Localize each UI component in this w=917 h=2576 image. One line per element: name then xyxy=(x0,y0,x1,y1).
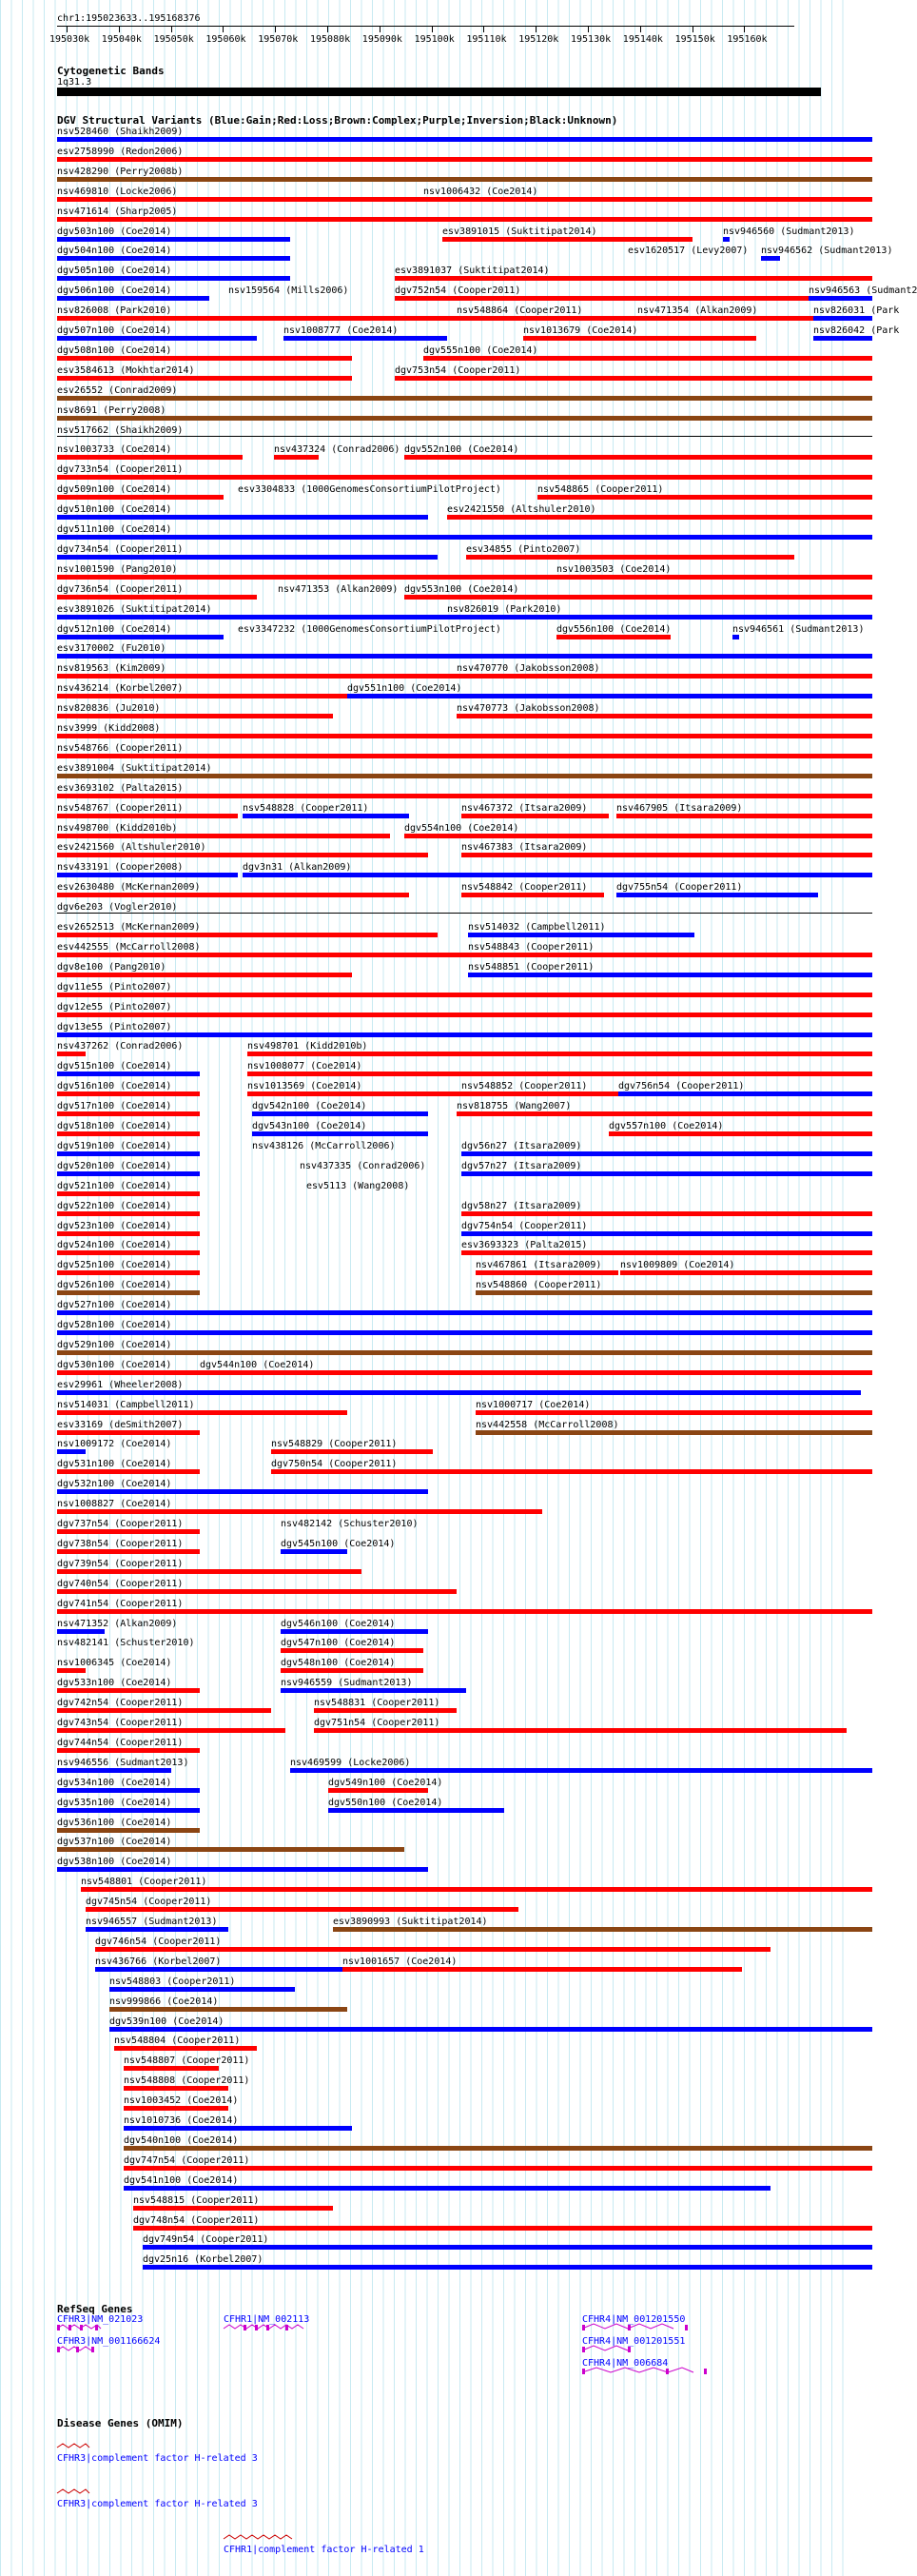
variant-label[interactable]: nsv548808 (Cooper2011) xyxy=(124,2075,250,2087)
variant-label[interactable]: nsv1013679 (Coe2014) xyxy=(523,325,638,336)
variant-label[interactable]: dgv517n100 (Coe2014) xyxy=(57,1101,172,1112)
variant-label[interactable]: dgv756n54 (Cooper2011) xyxy=(618,1081,745,1092)
variant-label[interactable]: nsv467383 (Itsara2009) xyxy=(461,842,588,854)
variant-label[interactable]: nsv548815 (Cooper2011) xyxy=(133,2194,260,2206)
variant-label[interactable]: nsv826019 (Park2010) xyxy=(447,603,562,615)
variant-label[interactable]: dgv552n100 (Coe2014) xyxy=(404,444,519,456)
variant-label[interactable]: dgv748n54 (Cooper2011) xyxy=(133,2214,260,2226)
variant-label[interactable]: nsv820836 (Ju2010) xyxy=(57,703,161,715)
variant-label[interactable]: nsv548803 (Cooper2011) xyxy=(109,1976,236,1987)
variant-label[interactable]: nsv3999 (Kidd2008) xyxy=(57,723,161,734)
variant-label[interactable]: nsv548851 (Cooper2011) xyxy=(468,961,595,973)
variant-label[interactable]: esv3891004 (Suktitipat2014) xyxy=(57,762,212,774)
ruler-tick-label: 195040k xyxy=(101,34,142,45)
variant-label[interactable]: dgv12e55 (Pinto2007) xyxy=(57,1001,172,1013)
variant-label[interactable]: dgv754n54 (Cooper2011) xyxy=(461,1220,588,1231)
variant-label[interactable]: nsv1008077 (Coe2014) xyxy=(247,1061,362,1072)
ruler-tick-label: 195160k xyxy=(727,34,768,45)
variant-label[interactable]: dgv523n100 (Coe2014) xyxy=(57,1220,172,1231)
variant-label[interactable]: dgv747n54 (Cooper2011) xyxy=(124,2154,250,2166)
variant-label[interactable]: nsv1010736 (Coe2014) xyxy=(124,2115,239,2126)
variant-label[interactable]: dgv744n54 (Cooper2011) xyxy=(57,1737,184,1748)
ruler-tick-label: 195050k xyxy=(153,34,194,45)
variant-label[interactable]: nsv548766 (Cooper2011) xyxy=(57,742,184,754)
variant-label[interactable]: nsv428290 (Perry2008b) xyxy=(57,166,184,177)
variant-label[interactable]: dgv516n100 (Coe2014) xyxy=(57,1081,172,1092)
variant-label[interactable]: nsv470770 (Jakobsson2008) xyxy=(457,663,600,675)
disease-gene-label[interactable]: CFHR1|complement factor H-related 1 xyxy=(224,2545,424,2555)
variant-label[interactable]: esv2421550 (Altshuler2010) xyxy=(447,504,596,516)
variant-label[interactable]: dgv522n100 (Coe2014) xyxy=(57,1200,172,1211)
variant-label[interactable]: nsv1003503 (Coe2014) xyxy=(556,563,672,575)
variant-label[interactable]: nsv946562 (Sudmant2013) xyxy=(761,246,893,257)
variant-label[interactable]: nsv548842 (Cooper2011) xyxy=(461,882,588,894)
variant-label[interactable]: dgv25n16 (Korbel2007) xyxy=(143,2254,263,2266)
variant-label[interactable]: dgv535n100 (Coe2014) xyxy=(57,1797,172,1808)
variant-label[interactable]: nsv1006345 (Coe2014) xyxy=(57,1658,172,1669)
variant-label[interactable]: nsv1006432 (Coe2014) xyxy=(423,186,538,197)
variant-label[interactable]: dgv526n100 (Coe2014) xyxy=(57,1280,172,1291)
variant-label[interactable]: nsv548828 (Cooper2011) xyxy=(243,802,369,814)
variant-label[interactable]: nsv1003452 (Coe2014) xyxy=(124,2095,239,2107)
variant-label[interactable]: nsv548860 (Cooper2011) xyxy=(476,1280,602,1291)
variant-label[interactable]: nsv548801 (Cooper2011) xyxy=(81,1877,207,1888)
variant-label[interactable]: dgv734n54 (Cooper2011) xyxy=(57,543,184,555)
variant-label[interactable]: dgv551n100 (Coe2014) xyxy=(347,683,462,695)
variant-label[interactable]: nsv469599 (Locke2006) xyxy=(290,1757,411,1768)
variant-label[interactable]: dgv512n100 (Coe2014) xyxy=(57,623,172,635)
gene-label[interactable]: CFHR4|NM_001201551 xyxy=(582,2336,686,2347)
disease-gene-label[interactable]: CFHR3|complement factor H-related 3 xyxy=(57,2499,258,2509)
variant-label[interactable]: dgv505n100 (Coe2014) xyxy=(57,265,172,277)
variant-label[interactable]: dgv742n54 (Cooper2011) xyxy=(57,1698,184,1709)
variant-label[interactable]: dgv509n100 (Coe2014) xyxy=(57,484,172,496)
variant-label[interactable]: esv2630480 (McKernan2009) xyxy=(57,882,201,894)
variant-label[interactable]: nsv946561 (Sudmant2013) xyxy=(732,623,865,635)
variant-label[interactable]: dgv543n100 (Coe2014) xyxy=(252,1121,367,1131)
variant-label[interactable]: dgv750n54 (Cooper2011) xyxy=(271,1459,398,1470)
variant-label[interactable]: nsv548804 (Cooper2011) xyxy=(114,2035,241,2047)
variant-label[interactable]: nsv999866 (Coe2014) xyxy=(109,1996,219,2007)
variant-label[interactable]: dgv541n100 (Coe2014) xyxy=(124,2174,239,2186)
variant-label[interactable]: nsv826008 (Park2010) xyxy=(57,305,172,317)
variant-label[interactable]: nsv437262 (Conrad2006) xyxy=(57,1041,184,1052)
variant-label[interactable]: nsv1001657 (Coe2014) xyxy=(342,1956,458,1967)
variant-label[interactable]: dgv533n100 (Coe2014) xyxy=(57,1678,172,1689)
variant-label[interactable]: dgv537n100 (Coe2014) xyxy=(57,1837,172,1848)
variant-label[interactable]: dgv538n100 (Coe2014) xyxy=(57,1857,172,1868)
variant-label[interactable]: dgv548n100 (Coe2014) xyxy=(281,1658,396,1669)
variant-label[interactable]: nsv436214 (Korbel2007) xyxy=(57,683,184,695)
variant-label[interactable]: esv3891037 (Suktitipat2014) xyxy=(395,265,550,277)
variant-label[interactable]: dgv751n54 (Cooper2011) xyxy=(314,1718,440,1728)
variant-label[interactable]: esv5113 (Wang2008) xyxy=(306,1180,410,1191)
variant-label[interactable]: nsv548807 (Cooper2011) xyxy=(124,2055,250,2067)
variant-label[interactable]: nsv548864 (Cooper2011) xyxy=(457,305,583,317)
variant-label[interactable]: dgv13e55 (Pinto2007) xyxy=(57,1021,172,1032)
variant-label[interactable]: dgv58n27 (Itsara2009) xyxy=(461,1200,582,1211)
variant-label[interactable]: dgv733n54 (Cooper2011) xyxy=(57,464,184,476)
ruler-tick-label: 195120k xyxy=(518,34,559,45)
variant-label[interactable]: nsv1001590 (Pang2010) xyxy=(57,563,178,575)
variant-label[interactable]: dgv519n100 (Coe2014) xyxy=(57,1140,172,1151)
variant-label[interactable]: dgv520n100 (Coe2014) xyxy=(57,1160,172,1171)
variant-label[interactable]: esv2421560 (Altshuler2010) xyxy=(57,842,206,854)
variant-label[interactable]: dgv511n100 (Coe2014) xyxy=(57,524,172,535)
variant-label[interactable]: esv34855 (Pinto2007) xyxy=(466,543,581,555)
variant-label[interactable]: esv1620517 (Levy2007) xyxy=(628,246,749,257)
variant-label[interactable]: esv2758990 (Redon2006) xyxy=(57,146,184,157)
variant-label[interactable]: dgv518n100 (Coe2014) xyxy=(57,1121,172,1131)
ruler-tick-label: 195130k xyxy=(571,34,612,45)
gene-label[interactable]: CFHR3|NM_001166624 xyxy=(57,2336,161,2347)
variant-label[interactable]: nsv470773 (Jakobsson2008) xyxy=(457,703,600,715)
variant-label[interactable]: dgv546n100 (Coe2014) xyxy=(281,1618,396,1629)
ruler-tick-label: 195100k xyxy=(414,34,455,45)
omim-title: Disease Genes (OMIM) xyxy=(57,2417,184,2429)
gene-label[interactable]: CFHR4|NM_006684 xyxy=(582,2358,669,2369)
variant-label[interactable]: nsv467372 (Itsara2009) xyxy=(461,802,588,814)
variant-label[interactable]: dgv755n54 (Cooper2011) xyxy=(616,882,743,894)
variant-label[interactable]: nsv482141 (Schuster2010) xyxy=(57,1638,195,1649)
variant-label[interactable]: nsv1003733 (Coe2014) xyxy=(57,444,172,456)
ruler-tick-label: 195070k xyxy=(258,34,299,45)
variant-label[interactable]: nsv548829 (Cooper2011) xyxy=(271,1439,398,1450)
variant-label[interactable]: esv3693102 (Palta2015) xyxy=(57,782,184,794)
variant-label[interactable]: nsv946563 (Sudmant2 xyxy=(809,285,917,297)
variant-label[interactable]: nsv471354 (Alkan2009) xyxy=(637,305,758,317)
variant-label[interactable]: dgv3n31 (Alkan2009) xyxy=(243,862,352,874)
variant-label[interactable]: dgv528n100 (Coe2014) xyxy=(57,1320,172,1330)
variant-label[interactable]: nsv1013569 (Coe2014) xyxy=(247,1081,362,1092)
variant-label[interactable]: nsv1008827 (Coe2014) xyxy=(57,1499,172,1510)
variant-label[interactable]: dgv749n54 (Cooper2011) xyxy=(143,2234,269,2246)
variant-label[interactable]: dgv506n100 (Coe2014) xyxy=(57,285,172,297)
variant-label[interactable]: nsv528460 (Shaikh2009) xyxy=(57,127,184,137)
variant-label[interactable]: esv2652513 (McKernan2009) xyxy=(57,922,201,933)
variant-label[interactable]: nsv826031 (Park xyxy=(813,305,900,317)
variant-label[interactable]: nsv471614 (Sharp2005) xyxy=(57,206,178,217)
variant-label[interactable]: esv3584613 (Mokhtar2014) xyxy=(57,364,195,376)
variant-label[interactable]: dgv752n54 (Cooper2011) xyxy=(395,285,521,297)
variant-label[interactable]: nsv818755 (Wang2007) xyxy=(457,1101,572,1112)
variant-label[interactable]: dgv539n100 (Coe2014) xyxy=(109,2016,224,2027)
variant-label[interactable]: dgv542n100 (Coe2014) xyxy=(252,1101,367,1112)
variant-label[interactable]: nsv826042 (Park xyxy=(813,325,900,336)
variant-label[interactable]: esv26552 (Conrad2009) xyxy=(57,384,178,396)
variant-label[interactable]: dgv507n100 (Coe2014) xyxy=(57,325,172,336)
variant-label[interactable]: dgv532n100 (Coe2014) xyxy=(57,1479,172,1490)
coordinate-label: chr1:195023633..195168376 xyxy=(57,13,201,24)
refseq-title: RefSeq Genes xyxy=(57,2303,133,2315)
variant-label[interactable]: dgv515n100 (Coe2014) xyxy=(57,1061,172,1072)
ruler-tick-label: 195150k xyxy=(674,34,715,45)
variant-label[interactable]: dgv544n100 (Coe2014) xyxy=(200,1359,315,1370)
variant-label[interactable]: esv33169 (deSmith2007) xyxy=(57,1419,184,1430)
variant-label[interactable]: dgv557n100 (Coe2014) xyxy=(609,1121,724,1131)
variant-label[interactable]: nsv467905 (Itsara2009) xyxy=(616,802,743,814)
variant-label[interactable]: nsv437324 (Conrad2006) xyxy=(274,444,400,456)
variant-label[interactable]: nsv946557 (Sudmant2013) xyxy=(86,1917,218,1927)
variant-label[interactable]: nsv159564 (Mills2006) xyxy=(228,285,349,297)
variant-label[interactable]: esv3347232 (1000GenomesConsortiumPilotProject) xyxy=(238,623,501,635)
variant-label[interactable]: nsv548767 (Cooper2011) xyxy=(57,802,184,814)
variant-label[interactable]: dgv504n100 (Coe2014) xyxy=(57,246,172,257)
ruler-tick-label: 195030k xyxy=(49,34,90,45)
variant-label[interactable]: dgv527n100 (Coe2014) xyxy=(57,1300,172,1311)
variant-label[interactable]: dgv741n54 (Cooper2011) xyxy=(57,1598,184,1609)
variant-label[interactable]: dgv56n27 (Itsara2009) xyxy=(461,1140,582,1151)
variant-label[interactable]: esv3170002 (Fu2010) xyxy=(57,643,166,655)
variant-label[interactable]: dgv6e203 (Vogler2010) xyxy=(57,902,178,914)
ruler-tick-label: 195080k xyxy=(310,34,351,45)
variant-label[interactable]: nsv471353 (Alkan2009) xyxy=(278,583,399,595)
ruler-tick-label: 195110k xyxy=(466,34,507,45)
variant-label[interactable]: dgv534n100 (Coe2014) xyxy=(57,1777,172,1788)
variant-label[interactable]: dgv745n54 (Cooper2011) xyxy=(86,1897,212,1908)
variant-label[interactable]: dgv529n100 (Coe2014) xyxy=(57,1339,172,1350)
variant-label[interactable]: dgv743n54 (Cooper2011) xyxy=(57,1718,184,1728)
variant-label[interactable]: esv3304833 (1000GenomesConsortiumPilotProject) xyxy=(238,484,501,496)
variant-label[interactable]: dgv536n100 (Coe2014) xyxy=(57,1817,172,1828)
variant-label[interactable]: nsv482142 (Schuster2010) xyxy=(281,1519,419,1529)
variant-label[interactable]: esv442555 (McCarroll2008) xyxy=(57,941,201,953)
variant-label[interactable]: dgv510n100 (Coe2014) xyxy=(57,504,172,516)
variant-label[interactable]: dgv554n100 (Coe2014) xyxy=(404,822,519,834)
variant-label[interactable]: nsv514031 (Campbell2011) xyxy=(57,1399,195,1410)
variant-label[interactable]: nsv1008777 (Coe2014) xyxy=(283,325,399,336)
ruler-tick-label: 195090k xyxy=(361,34,402,45)
variant-label[interactable]: nsv436766 (Korbel2007) xyxy=(95,1956,222,1967)
dgv-title: DGV Structural Variants (Blue:Gain;Red:Loss;Brown:Complex;Purple;Inversion;Black:Unknown) xyxy=(57,114,618,127)
variant-label[interactable]: nsv1009809 (Coe2014) xyxy=(620,1260,735,1271)
variant-label[interactable]: esv3693323 (Palta2015) xyxy=(461,1240,588,1251)
variant-label[interactable]: dgv746n54 (Cooper2011) xyxy=(95,1936,222,1947)
variant-label[interactable]: dgv738n54 (Cooper2011) xyxy=(57,1538,184,1549)
variant-label[interactable]: dgv540n100 (Coe2014) xyxy=(124,2134,239,2146)
variant-label[interactable]: dgv8e100 (Pang2010) xyxy=(57,961,166,973)
ruler-tick-label: 195060k xyxy=(205,34,246,45)
gene-label[interactable]: CFHR1|NM_002113 xyxy=(224,2314,310,2325)
variant-label[interactable]: nsv946559 (Sudmant2013) xyxy=(281,1678,413,1689)
variant-label[interactable]: dgv531n100 (Coe2014) xyxy=(57,1459,172,1470)
variant-label[interactable]: nsv819563 (Kim2009) xyxy=(57,663,166,675)
variant-label[interactable]: nsv1009172 (Coe2014) xyxy=(57,1439,172,1450)
variant-label[interactable]: dgv524n100 (Coe2014) xyxy=(57,1240,172,1251)
cytoband-title: Cytogenetic Bands xyxy=(57,65,165,77)
variant-label[interactable]: dgv550n100 (Coe2014) xyxy=(328,1797,443,1808)
variant-label[interactable]: dgv545n100 (Coe2014) xyxy=(281,1538,396,1549)
variant-label[interactable]: dgv57n27 (Itsara2009) xyxy=(461,1160,582,1171)
variant-label[interactable]: nsv437335 (Conrad2006) xyxy=(300,1160,426,1171)
variant-label[interactable]: esv3891015 (Suktitipat2014) xyxy=(442,226,597,237)
variant-label[interactable]: dgv753n54 (Cooper2011) xyxy=(395,364,521,376)
variant-label[interactable]: nsv548852 (Cooper2011) xyxy=(461,1081,588,1092)
variant-label[interactable]: nsv469810 (Locke2006) xyxy=(57,186,178,197)
variant-label[interactable]: nsv946556 (Sudmant2013) xyxy=(57,1757,189,1768)
variant-label[interactable]: nsv8691 (Perry2008) xyxy=(57,404,166,416)
cytoband-label: 1q31.3 xyxy=(57,77,92,88)
variant-label[interactable]: nsv946560 (Sudmant2013) xyxy=(723,226,855,237)
gene-label[interactable]: CFHR3|NM_021023 xyxy=(57,2314,144,2325)
variant-label[interactable]: dgv525n100 (Coe2014) xyxy=(57,1260,172,1271)
variant-label[interactable]: dgv521n100 (Coe2014) xyxy=(57,1180,172,1191)
variant-label[interactable]: dgv530n100 (Coe2014) xyxy=(57,1359,172,1370)
variant-label[interactable]: dgv555n100 (Coe2014) xyxy=(423,344,538,356)
variant-label[interactable]: dgv11e55 (Pinto2007) xyxy=(57,981,172,993)
variant-label[interactable]: dgv508n100 (Coe2014) xyxy=(57,344,172,356)
variant-label[interactable]: dgv556n100 (Coe2014) xyxy=(556,623,672,635)
variant-label[interactable]: nsv438126 (McCarroll2006) xyxy=(252,1140,396,1151)
variant-label[interactable]: dgv740n54 (Cooper2011) xyxy=(57,1578,184,1589)
variant-label[interactable]: nsv471352 (Alkan2009) xyxy=(57,1618,178,1629)
variant-label[interactable]: nsv1000717 (Coe2014) xyxy=(476,1399,591,1410)
variant-label[interactable]: esv29961 (Wheeler2008) xyxy=(57,1379,184,1390)
variant-label[interactable]: esv3891026 (Suktitipat2014) xyxy=(57,603,212,615)
variant-label[interactable]: nsv433191 (Cooper2008) xyxy=(57,862,184,874)
ruler-tick-label: 195140k xyxy=(622,34,663,45)
variant-label[interactable]: nsv548865 (Cooper2011) xyxy=(537,484,664,496)
variant-label[interactable]: nsv548843 (Cooper2011) xyxy=(468,941,595,953)
variant-label[interactable]: dgv737n54 (Cooper2011) xyxy=(57,1519,184,1529)
variant-label[interactable]: nsv498700 (Kidd2010b) xyxy=(57,822,178,834)
disease-gene-label[interactable]: CFHR3|complement factor H-related 3 xyxy=(57,2453,258,2464)
variant-label[interactable]: dgv736n54 (Cooper2011) xyxy=(57,583,184,595)
variant-label[interactable]: dgv739n54 (Cooper2011) xyxy=(57,1558,184,1569)
variant-label[interactable]: nsv548831 (Cooper2011) xyxy=(314,1698,440,1709)
variant-label[interactable]: nsv517662 (Shaikh2009) xyxy=(57,424,184,436)
variant-label[interactable]: esv3890993 (Suktitipat2014) xyxy=(333,1917,488,1927)
variant-label[interactable]: nsv442558 (McCarroll2008) xyxy=(476,1419,619,1430)
variant-label[interactable]: nsv467861 (Itsara2009) xyxy=(476,1260,602,1271)
variant-label[interactable]: nsv514032 (Campbell2011) xyxy=(468,922,606,933)
variant-label[interactable]: dgv547n100 (Coe2014) xyxy=(281,1638,396,1649)
variant-label[interactable]: dgv553n100 (Coe2014) xyxy=(404,583,519,595)
variant-label[interactable]: dgv549n100 (Coe2014) xyxy=(328,1777,443,1788)
gene-label[interactable]: CFHR4|NM_001201550 xyxy=(582,2314,686,2325)
variant-label[interactable]: dgv503n100 (Coe2014) xyxy=(57,226,172,237)
variant-label[interactable]: nsv498701 (Kidd2010b) xyxy=(247,1041,368,1052)
